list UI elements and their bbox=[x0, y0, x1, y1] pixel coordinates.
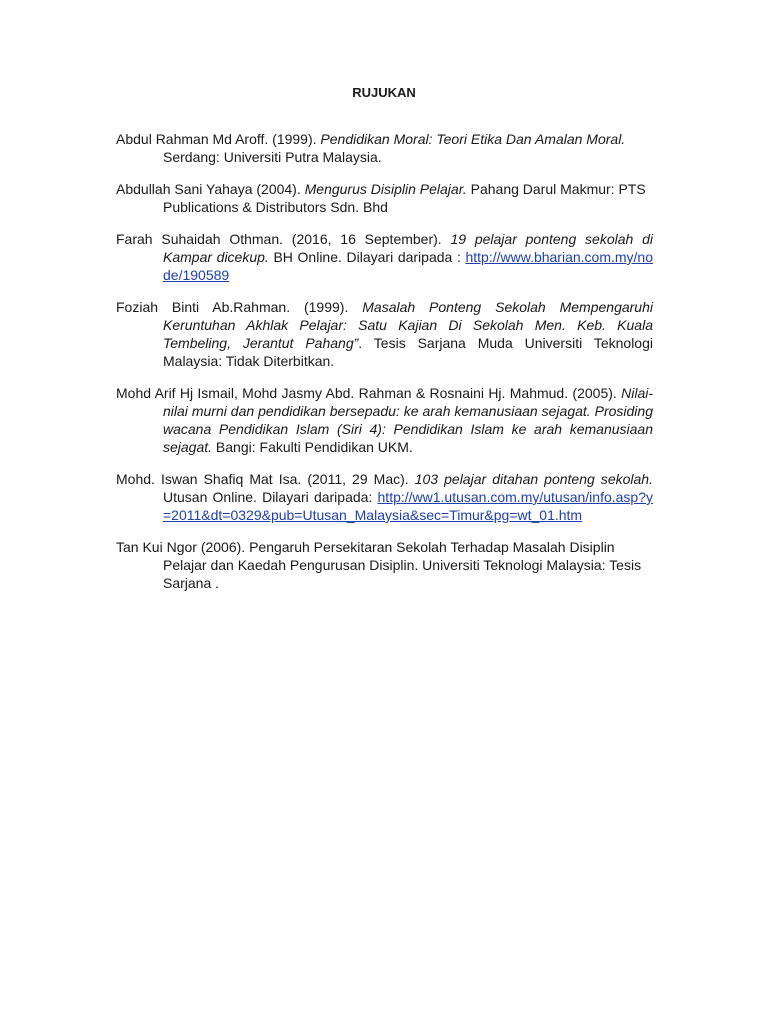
reference-author: Tan Kui Ngor (2006). Pengaruh Persekitaran Sekolah Terhadap Masalah Disiplin Pelajar dan Kaedah Pengurusan Disiplin. Universiti Teknologi Malaysia: Tesis Sarjana . bbox=[116, 539, 642, 591]
reference-title: 19 pelajar ponteng sekolah di Kampar dicekup. bbox=[163, 231, 653, 265]
reference-publisher: Pahang Darul Makmur: PTS Publications & Distributors Sdn. Bhd bbox=[163, 181, 646, 215]
reference-title: Pendidikan Moral: Teori Etika Dan Amalan Moral. bbox=[320, 131, 626, 147]
reference-publisher: . Tesis Sarjana Muda Universiti Teknologi Malaysia: Tidak Diterbitkan. bbox=[163, 335, 653, 369]
reference-title: Nilai-nilai murni dan pendidikan bersepadu: ke arah kemanusiaan sejagat. Prosiding wacana Pendidikan Islam (Siri 4): Pendidikan Islam ke arah kemanusiaan sejagat. bbox=[163, 385, 653, 455]
reference-entry bbox=[116, 470, 653, 524]
reference-title: Masalah Ponteng Sekolah Mempengaruhi Keruntuhan Akhlak Pelajar: Satu Kajian Di Sekolah Men. Keb. Kuala Tembeling, bbox=[163, 299, 653, 351]
reference-link[interactable]: http://ww1.utusan.com.my/utusan/info.asp?y=2011&dt=0329&pub=Utusan_Malaysia&sec=Timur&pg=wt_01.htm bbox=[163, 489, 653, 523]
reference-entry bbox=[116, 180, 653, 216]
reference-link[interactable]: http://www.bharian.com.my/node/190589 bbox=[163, 249, 654, 283]
reference-publisher: Bangi: Fakulti Pendidikan UKM. bbox=[212, 439, 413, 455]
reference-publisher: Serdang: Universiti Putra Malaysia. bbox=[163, 149, 382, 165]
reference-title: Mengurus Disiplin Pelajar. bbox=[304, 181, 467, 197]
reference-author: Foziah Binti Ab.Rahman. (1999). bbox=[116, 299, 363, 315]
reference-title: 103 pelajar ditahan ponteng sekolah. bbox=[414, 471, 653, 487]
reference-author: Mohd. Iswan Shafiq Mat Isa. (2011, 29 Mac). bbox=[116, 471, 415, 487]
reference-entry bbox=[116, 298, 653, 370]
reference-entry bbox=[116, 130, 653, 166]
reference-entry bbox=[116, 230, 653, 284]
reference-publisher: BH Online. Dilayari daripada : bbox=[268, 249, 466, 265]
reference-entry bbox=[116, 538, 653, 592]
reference-entry bbox=[116, 384, 653, 456]
reference-list bbox=[116, 116, 653, 603]
reference-title-place: Jerantut Pahang” bbox=[242, 335, 359, 351]
reference-publisher: Utusan Online. Dilayari daripada: bbox=[163, 489, 378, 505]
reference-author: Abdul Rahman Md Aroff. (1999). bbox=[116, 131, 321, 147]
reference-author: Farah Suhaidah Othman. (2016, 16 September). bbox=[116, 231, 451, 247]
reference-author: Mohd Arif Hj Ismail, Mohd Jasmy Abd. Rahman & Rosnaini Hj. Mahmud. (2005). bbox=[116, 385, 617, 401]
page-title: RUJUKAN bbox=[352, 85, 416, 100]
reference-author: Abdullah Sani Yahaya (2004). bbox=[116, 181, 305, 197]
